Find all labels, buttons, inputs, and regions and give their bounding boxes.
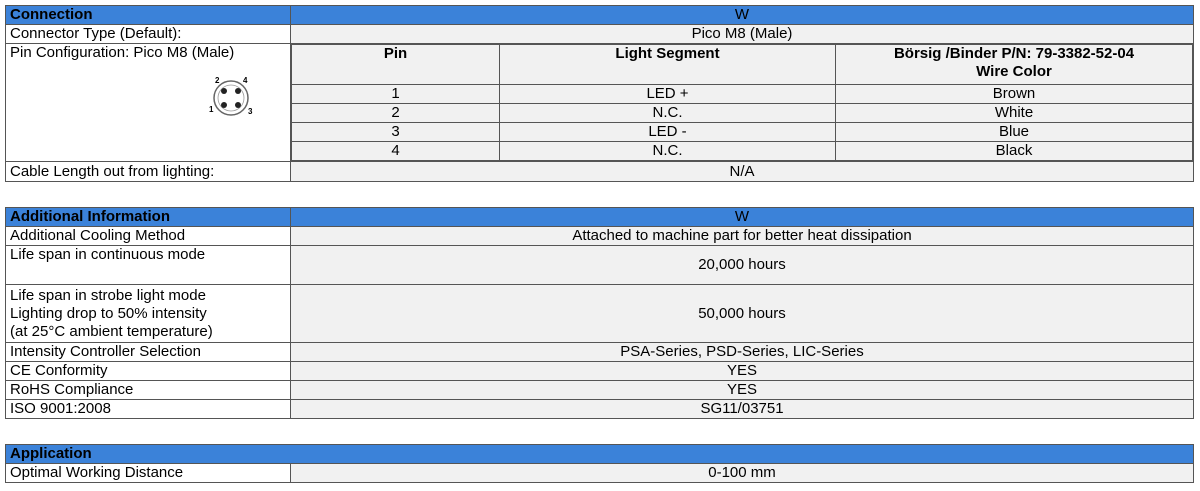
cable-length-row	[6, 162, 1194, 182]
pin-label-3: 3	[248, 107, 253, 116]
iso-row	[6, 400, 1194, 419]
pin-number: 3	[292, 123, 500, 142]
distance-value: 0-100 mm	[291, 464, 1194, 483]
lifespan-strobe-line: Life span in strobe light mode	[10, 286, 206, 304]
pin-config-label: Pin Configuration: Pico M8 (Male)	[10, 44, 235, 61]
pin-row	[292, 104, 1193, 123]
rohs-label: RoHS Compliance	[6, 381, 291, 400]
controller-row	[6, 343, 1194, 362]
binder-part-number: Börsig /Binder P/N: 79-3382-52-04	[893, 45, 1135, 62]
light-segment: LED +	[500, 85, 836, 104]
lifespan-continuous-label: Life span in continuous mode	[6, 246, 291, 285]
pin-label-2: 2	[215, 76, 220, 85]
pin-label-1: 1	[209, 105, 214, 114]
distance-row	[6, 464, 1194, 483]
ce-value: YES	[291, 362, 1194, 381]
connection-header-row	[6, 6, 1194, 25]
rohs-value: YES	[291, 381, 1194, 400]
light-segment: LED -	[500, 123, 836, 142]
wire-color: Blue	[836, 123, 1193, 142]
lifespan-strobe-line: (at 25°C ambient temperature)	[10, 322, 213, 340]
lifespan-strobe-line: Lighting drop to 50% intensity	[10, 304, 207, 322]
pin-col-header: Pin	[292, 45, 500, 85]
pin-config-cell	[6, 44, 291, 162]
pin-table-cell	[291, 44, 1194, 162]
cable-length-value: N/A	[291, 162, 1194, 182]
pin-number: 1	[292, 85, 500, 104]
light-segment: N.C.	[500, 142, 836, 161]
rohs-row	[6, 381, 1194, 400]
pin-number: 2	[292, 104, 500, 123]
wire-color-heading: Wire Color	[976, 63, 1052, 80]
pin-label-4: 4	[243, 76, 248, 85]
wire-color-col-header	[836, 45, 1193, 85]
connector-type-value: Pico M8 (Male)	[291, 25, 1194, 44]
pin-number: 4	[292, 142, 500, 161]
cable-length-label: Cable Length out from lighting:	[6, 162, 291, 182]
cooling-value: Attached to machine part for better heat dissipation	[291, 227, 1194, 246]
application-header-row	[6, 445, 1194, 464]
lifespan-continuous-value: 20,000 hours	[291, 246, 1194, 285]
iso-value: SG11/03751	[291, 400, 1194, 419]
lifespan-strobe-label	[6, 285, 291, 343]
ce-label: CE Conformity	[6, 362, 291, 381]
lifespan-strobe-value: 50,000 hours	[291, 285, 1194, 343]
ce-row	[6, 362, 1194, 381]
pin-row	[292, 85, 1193, 104]
connector-type-row	[6, 25, 1194, 44]
application-table	[5, 444, 1194, 483]
wire-color: Black	[836, 142, 1193, 161]
iso-label: ISO 9001:2008	[6, 400, 291, 419]
light-segment: N.C.	[500, 104, 836, 123]
connection-header-label: Connection	[6, 6, 291, 25]
cooling-label: Additional Cooling Method	[6, 227, 291, 246]
lifespan-continuous-row	[6, 246, 1194, 285]
lifespan-strobe-row	[6, 285, 1194, 343]
connection-header-value: W	[291, 6, 1194, 25]
connection-table	[5, 5, 1194, 182]
wire-color: White	[836, 104, 1193, 123]
light-segment-col-header: Light Segment	[500, 45, 836, 85]
additional-header-row	[6, 208, 1194, 227]
pin-table	[291, 44, 1193, 161]
controller-label: Intensity Controller Selection	[6, 343, 291, 362]
controller-value: PSA-Series, PSD-Series, LIC-Series	[291, 343, 1194, 362]
additional-header-value: W	[291, 208, 1194, 227]
pin-table-header	[292, 45, 1193, 85]
connector-type-label: Connector Type (Default):	[6, 25, 291, 44]
pico-m8-connector-icon	[203, 72, 273, 122]
wire-color: Brown	[836, 85, 1193, 104]
additional-info-table	[5, 207, 1194, 419]
pin-row	[292, 142, 1193, 161]
pin-config-row	[6, 44, 1194, 162]
distance-label: Optimal Working Distance	[6, 464, 291, 483]
pin-row	[292, 123, 1193, 142]
additional-header-label: Additional Information	[6, 208, 291, 227]
application-header-label: Application	[6, 445, 1194, 464]
cooling-row	[6, 227, 1194, 246]
